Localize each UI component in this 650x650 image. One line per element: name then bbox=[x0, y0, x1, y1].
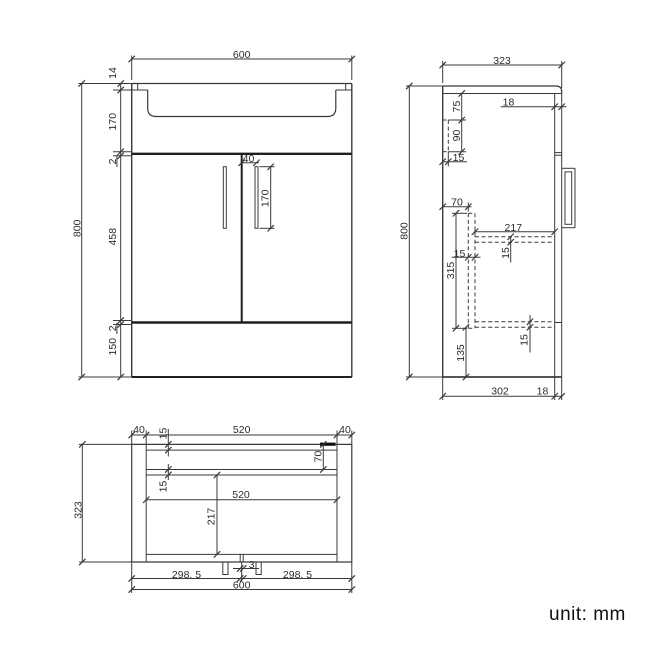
dim-label: 315 bbox=[445, 261, 458, 280]
dim-label: 323 bbox=[72, 501, 85, 519]
dim-label: 600 bbox=[232, 579, 251, 592]
dim-label: 600 bbox=[232, 49, 251, 62]
dim-label: 18 bbox=[502, 96, 515, 109]
dim-label: 298. 5 bbox=[282, 568, 313, 581]
dim-label: 18 bbox=[536, 385, 549, 398]
dim-label: 70 bbox=[451, 196, 463, 209]
dim-label: 170 bbox=[106, 112, 119, 131]
dim-label: 520 bbox=[232, 488, 250, 501]
dim-label: 14 bbox=[106, 67, 119, 79]
dim-label: 15 bbox=[157, 427, 170, 440]
drawing-rect bbox=[223, 562, 228, 575]
dim-label: 302 bbox=[491, 385, 509, 398]
dim-label: 15 bbox=[452, 152, 465, 165]
drawing-path bbox=[443, 86, 562, 94]
dim-label: 15 bbox=[518, 334, 531, 346]
dim-label: 40 bbox=[339, 424, 351, 437]
dim-label: 150 bbox=[106, 337, 119, 356]
dim-label: 40 bbox=[242, 153, 255, 166]
dim-label: 135 bbox=[454, 344, 467, 362]
dim-label: 800 bbox=[71, 219, 84, 238]
dim-label: 2 bbox=[106, 158, 119, 165]
dim-label: 15 bbox=[157, 480, 170, 493]
dim-label: 2 bbox=[106, 325, 119, 332]
dim-label: 15 bbox=[453, 247, 466, 260]
dim-label: 90 bbox=[450, 129, 463, 142]
unit-label: unit: mm bbox=[549, 604, 626, 625]
dim-label: 217 bbox=[504, 221, 523, 234]
dim-label: 170 bbox=[259, 189, 272, 208]
dim-label: 15 bbox=[499, 247, 512, 259]
drawing-rect bbox=[223, 167, 226, 229]
dim-label: 458 bbox=[106, 227, 119, 246]
dim-label: 217 bbox=[205, 507, 218, 526]
dim-label: 323 bbox=[493, 55, 511, 68]
dim-label: 520 bbox=[232, 424, 251, 437]
dim-label: 75 bbox=[450, 100, 463, 113]
dim-label: 298. 5 bbox=[171, 568, 202, 581]
dim-label: 70 bbox=[312, 450, 325, 463]
dim-label: 40 bbox=[133, 424, 145, 437]
dim-label: 800 bbox=[398, 222, 411, 240]
drawing-rect bbox=[565, 172, 572, 224]
drawing-path bbox=[148, 90, 336, 117]
drawing-rect bbox=[255, 167, 258, 229]
dim-label: 3 bbox=[248, 559, 255, 572]
